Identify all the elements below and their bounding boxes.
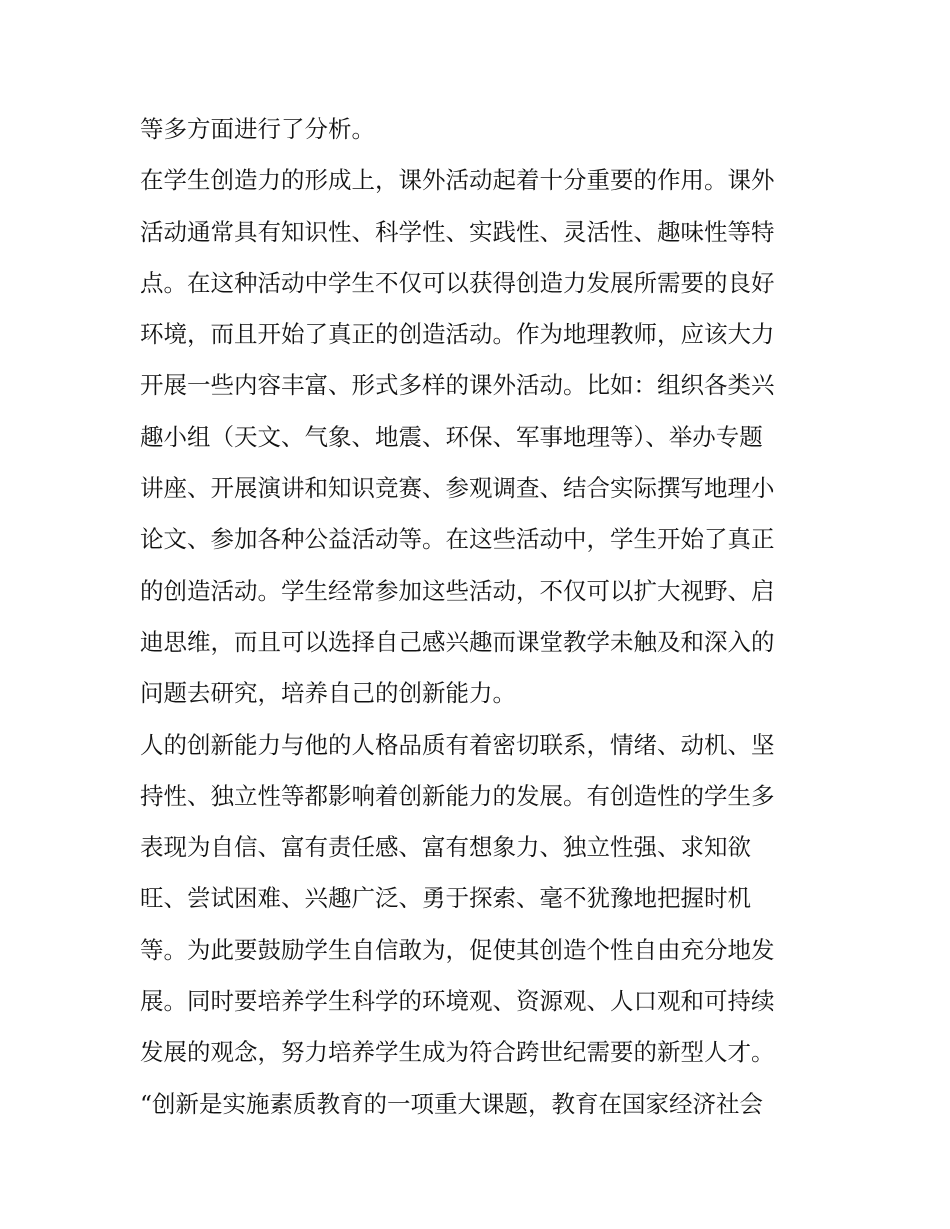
text-line: 趣小组（天文、气象、地震、环保、军事地理等）、举办专题 <box>140 422 763 451</box>
text-line: 点。在这种活动中学生不仅可以获得创造力发展所需要的良好 <box>140 268 775 297</box>
text-line: 环境，而且开始了真正的创造活动。作为地理教师，应该大力 <box>140 320 775 349</box>
text-line: 展。同时要培养学生科学的环境观、资源观、人口观和可持续 <box>140 987 775 1016</box>
text-line: 讲座、开展演讲和知识竞赛、参观调查、结合实际撰写地理小 <box>140 474 775 503</box>
text-line: 活动通常具有知识性、科学性、实践性、灵活性、趣味性等特 <box>140 217 775 246</box>
text-line: 等。为此要鼓励学生自信敢为，促使其创造个性自由充分地发 <box>140 935 775 964</box>
text-line: 人的创新能力与他的人格品质有着密切联系，情绪、动机、坚 <box>140 730 775 759</box>
text-line: 表现为自信、富有责任感、富有想象力、独立性强、求知欲 <box>140 833 751 862</box>
text-line: 开展一些内容丰富、形式多样的课外活动。比如：组织各类兴 <box>140 371 775 400</box>
text-line: 问题去研究，培养自己的创新能力。 <box>140 679 516 708</box>
text-line: 在学生创造力的形成上，课外活动起着十分重要的作用。课外 <box>140 166 775 195</box>
text-line: “创新是实施素质教育的一项重大课题，教育在国家经济社会 <box>140 1089 764 1118</box>
text-line: 的创造活动。学生经常参加这些活动，不仅可以扩大视野、启 <box>140 576 775 605</box>
body-text <box>140 104 820 1130</box>
text-line: 持性、独立性等都影响着创新能力的发展。有创造性的学生多 <box>140 781 775 810</box>
text-line: 旺、尝试困难、兴趣广泛、勇于探索、毫不犹豫地把握时机 <box>140 884 751 913</box>
text-line: 发展的观念，努力培养学生成为符合跨世纪需要的新型人才。 <box>140 1038 775 1067</box>
text-line: 论文、参加各种公益活动等。在这些活动中，学生开始了真正 <box>140 525 775 554</box>
text-line: 等多方面进行了分析。 <box>140 115 375 143</box>
text-line: 迪思维，而且可以选择自己感兴趣而课堂教学未触及和深入的 <box>140 627 775 656</box>
